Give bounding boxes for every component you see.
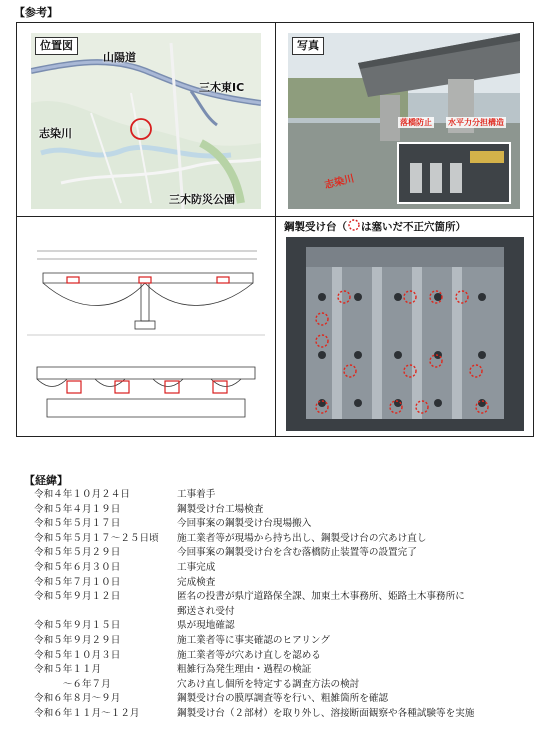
bridge-drawing — [17, 217, 275, 437]
map-label-ic: 三木東IC — [199, 81, 245, 94]
history-event: 施工業者等に事実確認のヒアリング — [177, 634, 330, 646]
history-event: 施工業者等が現場から持ち出し、鋼製受け台の穴あけ直し — [177, 532, 427, 544]
history-event: 匿名の投書が県庁道路保全課、加東土木事務所、姫路土木事務所に — [177, 591, 465, 603]
history-date: 令和５年５月１７～２５日頃 — [34, 532, 159, 544]
history-date: 令和５年１１月 — [34, 664, 102, 676]
history-event: 鋼製受け台の膜厚調査等を行い、粗雑箇所を確認 — [177, 693, 389, 705]
steel-title-main: 鋼製受け台（ — [284, 221, 347, 233]
history-row — [34, 678, 544, 693]
history-date: 令和５年５月２９日 — [34, 547, 121, 559]
history-list — [34, 488, 544, 722]
bridge-photo — [288, 33, 520, 209]
steel-bearing-photo — [286, 237, 524, 431]
history-event: 施工業者等が穴あけ直しを認める — [177, 649, 321, 661]
history-row — [34, 576, 544, 591]
history-event: 粗雑行為発生理由・過程の検証 — [177, 664, 312, 676]
photo-label-horizontal-force: 水平力分担構造 — [448, 118, 504, 127]
history-event: 今回事案の鋼製受け台現場搬入 — [177, 518, 312, 530]
history-event: 穴あけ直し個所を特定する調査方法の検討 — [177, 678, 360, 690]
history-row — [34, 663, 544, 678]
photo-tag: 写真 — [292, 37, 324, 55]
history-date: 令和５年９月２９日 — [34, 634, 121, 646]
map-label-sanyo: 山陽道 — [103, 51, 136, 64]
history-date: 令和５年５月１７日 — [34, 518, 121, 530]
history-date: 令和６年１１月～１２月 — [34, 707, 140, 719]
history-event: 工事完成 — [177, 561, 216, 573]
history-date: 令和５年４月１９日 — [34, 503, 121, 515]
history-row — [34, 561, 544, 576]
reference-figure-grid — [16, 22, 534, 437]
history-date: 令和５年７月１０日 — [34, 576, 121, 588]
history-row — [34, 605, 544, 620]
photo-panel — [276, 23, 534, 216]
history-title: 【経緯】 — [24, 474, 68, 487]
map-tag: 位置図 — [35, 37, 78, 55]
photo-label-fall-prevention: 落橋防止 — [400, 118, 432, 127]
history-date: 令和５年９月１２日 — [34, 591, 121, 603]
history-date: 令和６年８月～９月 — [34, 693, 121, 705]
steel-bearing-title — [284, 219, 466, 234]
history-row — [34, 619, 544, 634]
bridge-drawing-panel — [17, 217, 275, 437]
history-row — [34, 488, 544, 503]
history-event: 県が現地確認 — [177, 620, 235, 632]
history-event: 完成検査 — [177, 576, 216, 588]
history-event: 今回事案の鋼製受け台を含む落橋防止装置等の設置完了 — [177, 547, 417, 559]
map-graphic — [31, 33, 261, 209]
photo-label-river: 志染川 — [323, 173, 356, 192]
steel-bearing-graphic — [286, 237, 524, 431]
history-event: 工事着手 — [177, 489, 216, 500]
map-label-river: 志染川 — [39, 127, 72, 140]
steel-title-tail: は塞いだ不正穴箇所） — [361, 221, 466, 233]
history-event: 鋼製受け台（２部材）を取り外し、溶接断面観察や各種試験等を実施 — [177, 707, 475, 719]
history-date: 令和４年１０月２４日 — [34, 489, 130, 500]
history-date: 令和５年１０月３日 — [34, 649, 121, 661]
history-event: 郵送され受付 — [177, 605, 235, 617]
location-map — [31, 33, 261, 209]
history-row — [34, 532, 544, 547]
reference-title: 【参考】 — [14, 6, 58, 19]
history-row — [34, 503, 544, 518]
history-row — [34, 546, 544, 561]
history-row — [34, 692, 544, 707]
history-row — [34, 590, 544, 605]
history-row — [34, 707, 544, 722]
steel-bearing-panel — [276, 217, 534, 437]
history-event: 鋼製受け台工場検査 — [177, 503, 264, 515]
dashed-circle-icon — [347, 219, 361, 231]
history-row — [34, 634, 544, 649]
history-row — [34, 517, 544, 532]
history-date: ～６年７月 — [34, 678, 111, 690]
map-label-park: 三木防災公園 — [169, 193, 235, 206]
location-map-panel — [17, 23, 275, 216]
history-date: 令和５年９月１５日 — [34, 620, 121, 632]
history-date: 令和５年６月３０日 — [34, 561, 121, 573]
history-row — [34, 649, 544, 664]
